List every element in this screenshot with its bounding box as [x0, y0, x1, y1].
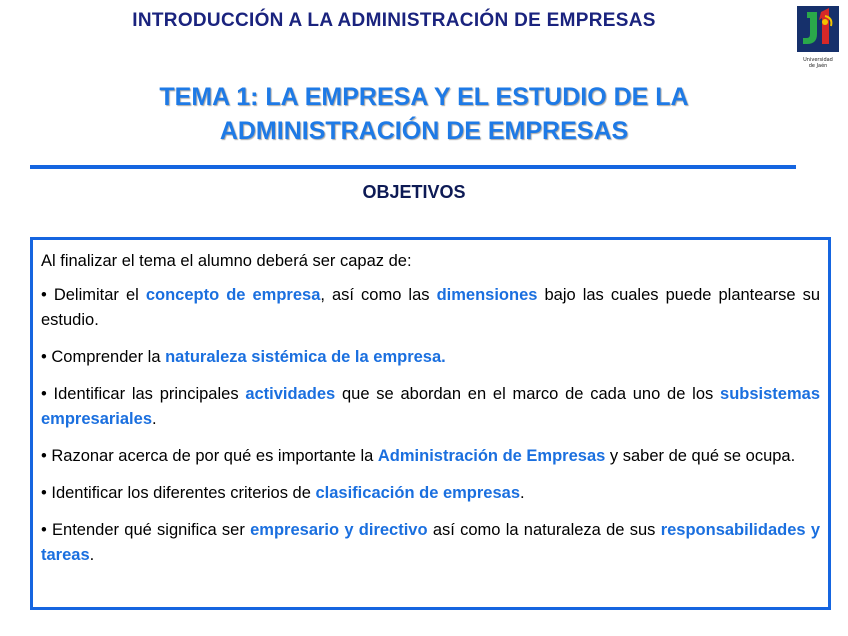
objective-highlight: clasificación de empresas [315, 484, 521, 502]
objective-text: y saber de qué se ocupa. [605, 447, 796, 465]
objective-text: así como la naturaleza de sus [427, 521, 661, 539]
objective-text: • Delimitar el [41, 286, 146, 304]
objectives-box [30, 237, 831, 610]
objective-text: • Comprender la [41, 348, 166, 366]
objective-highlight: actividades [245, 385, 336, 403]
logo-caption-line1: Universidad [803, 57, 833, 63]
objective-text: que se abordan en el marco de cada uno de los [335, 385, 721, 403]
university-logo-icon [795, 4, 841, 76]
objective-highlight: subsistemas empresariales [41, 385, 820, 428]
objective-text: . [89, 546, 95, 564]
topic-title-line2: ADMINISTRACIÓN DE EMPRESAS [219, 117, 629, 145]
objective-item [41, 481, 820, 506]
objective-text: , así como las [320, 286, 437, 304]
objective-item [41, 382, 820, 432]
objective-item [41, 518, 820, 568]
objective-text: • Identificar las principales [41, 385, 246, 403]
objective-item [41, 283, 820, 333]
objective-text: . [152, 410, 157, 428]
objective-text: • Entender qué significa ser [41, 521, 251, 539]
objective-highlight: naturaleza sistémica de la empresa. [165, 348, 446, 366]
section-title: OBJETIVOS [362, 182, 466, 202]
objective-text: • Razonar acerca de por qué es importante la [41, 447, 378, 465]
objectives-intro: Al finalizar el tema el alumno deberá ser capaz de: [41, 252, 412, 270]
objective-item [41, 444, 820, 469]
topic-title [0, 80, 848, 148]
objective-text: • Identificar los diferentes criterios de [41, 484, 316, 502]
topic-title-line1: TEMA 1: LA EMPRESA Y EL ESTUDIO DE LA [159, 83, 689, 111]
objective-item [41, 345, 820, 370]
objective-highlight: responsabilidades y tareas [41, 521, 821, 564]
objective-text: bajo las cuales puede plantearse su estudio. [41, 286, 821, 329]
objective-highlight: concepto de empresa [145, 286, 321, 304]
objective-highlight: empresario y directivo [250, 521, 428, 539]
objective-highlight: dimensiones [436, 286, 538, 304]
logo-caption-line2: de Jaén [808, 63, 828, 69]
title-divider [30, 165, 796, 169]
objective-text: . [520, 484, 525, 502]
objective-highlight: Administración de Empresas [377, 447, 606, 465]
course-title: INTRODUCCIÓN A LA ADMINISTRACIÓN DE EMPRESAS [132, 10, 656, 31]
